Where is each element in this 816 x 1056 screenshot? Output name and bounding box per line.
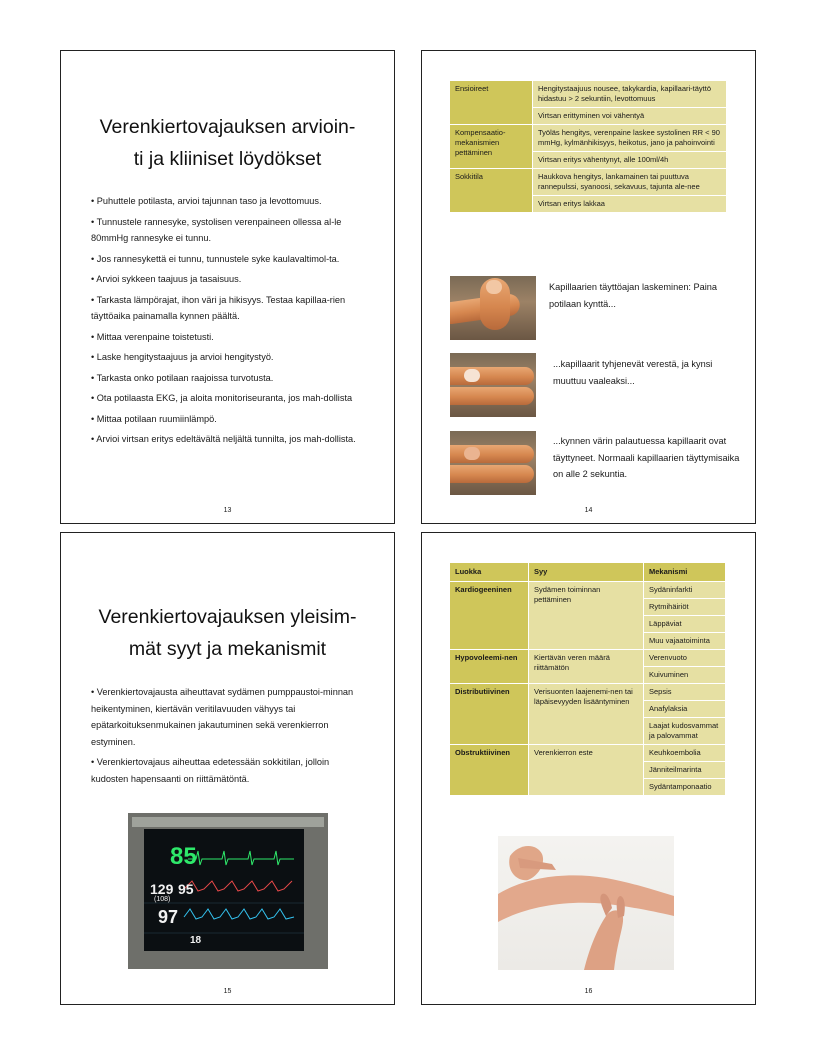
resp-rate-value: 18 bbox=[190, 935, 202, 946]
bullet: • Tarkasta lämpörajat, ihon väri ja hikisyys. Testaa kapillaa-rien täyttöaika painamalla kynnen päältä. bbox=[91, 294, 346, 321]
cause-cell: Verenkierron este bbox=[529, 745, 644, 796]
table-cell: Hengitystaajuus nousee, takykardia, kapillaari-täyttö hidastuu > 2 sekuntiin, levottomuus bbox=[533, 81, 727, 108]
table-cell: Virtsan eritys vähentynyt, alle 100ml/4h bbox=[533, 152, 727, 169]
bp-diastolic-value: 95 bbox=[178, 881, 194, 897]
mechanism-cell: Sepsis bbox=[644, 684, 726, 701]
caption: ...kynnen värin palautuessa kapillaarit ovat täyttyneet. Normaali kapillaarien täyttymisaika on alle 2 sekuntia. bbox=[553, 436, 740, 479]
finger-photo-press bbox=[450, 276, 536, 340]
slide-15 bbox=[60, 532, 395, 1005]
page-number: 14 bbox=[584, 507, 593, 514]
slide-13-bullet-list bbox=[91, 193, 358, 452]
slide-16 bbox=[421, 532, 756, 1005]
slide-13 bbox=[60, 50, 395, 524]
mechanism-cell: Laajat kudosvammat ja palovammat bbox=[644, 718, 726, 745]
patient-monitor-photo bbox=[128, 813, 328, 969]
mechanism-cell: Keuhkoembolia bbox=[644, 745, 726, 762]
class-cell: Kardiogeeninen bbox=[450, 582, 529, 650]
bullet: • Jos rannesykettä ei tunnu, tunnustele syke kaulavaltimol-ta. bbox=[91, 253, 340, 264]
heart-rate-value: 85 bbox=[170, 843, 197, 870]
table-cell-label: Ensioireet bbox=[450, 81, 533, 125]
mechanism-cell: Verenvuoto bbox=[644, 650, 726, 667]
mechanism-cell: Rytmihäiriöt bbox=[644, 599, 726, 616]
mechanism-cell: Jänniteilmarinta bbox=[644, 762, 726, 779]
table-cell: Työläs hengitys, verenpaine laskee systolinen RR < 90 mmHg, kylmänhikisyys, heikotus, jano ja pahoinvointi bbox=[533, 125, 727, 152]
slide-15-title-line2: mät syyt ja mekanismit bbox=[128, 638, 327, 660]
slide-13-title-line1: Verenkiertovajauksen arvioin- bbox=[99, 116, 356, 138]
column-header: Mekanismi bbox=[644, 563, 726, 582]
slide-15-bullet-list bbox=[91, 684, 358, 791]
mechanism-cell: Anafylaksia bbox=[644, 701, 726, 718]
class-cell: Hypovoleemi-nen bbox=[450, 650, 529, 684]
mechanism-cell: Sydäninfarkti bbox=[644, 582, 726, 599]
mechanism-cell: Muu vajaatoiminta bbox=[644, 633, 726, 650]
page-number: 16 bbox=[584, 988, 593, 995]
cause-cell: Kiertävän veren määrä riittämätön bbox=[529, 650, 644, 684]
mechanism-cell: Sydäntamponaatio bbox=[644, 779, 726, 796]
table-row bbox=[450, 125, 727, 152]
slide-14 bbox=[421, 50, 756, 524]
bp-mean-value: (108) bbox=[154, 896, 171, 903]
arm-illustration bbox=[498, 836, 674, 970]
monitor-screen bbox=[144, 829, 304, 951]
cause-cell: Verisuonten laajenemi-nen tai läpäisevyyden lisääntyminen bbox=[529, 684, 644, 745]
finger-photo-pale bbox=[450, 353, 536, 417]
bullet: • Arvioi virtsan eritys edeltävältä neljältä tunnilta, jos mah-dollista. bbox=[91, 434, 356, 444]
table-cell: Virtsan eritys lakkaa bbox=[533, 196, 727, 213]
slide-15-title bbox=[76, 601, 379, 665]
table-row bbox=[450, 745, 726, 762]
column-header: Luokka bbox=[450, 563, 529, 582]
mechanism-cell: Läppäviat bbox=[644, 616, 726, 633]
cause-mechanism-table bbox=[449, 562, 726, 796]
table-row bbox=[450, 81, 727, 108]
table-row bbox=[450, 169, 727, 196]
table-cell: Haukkova hengitys, lankamainen tai puuttuva rannepulssi, syanoosi, sekavuus, tajunta ale-nee bbox=[533, 169, 727, 196]
slide-13-title-line2: ti ja kliiniset löydökset bbox=[133, 148, 322, 170]
caption: ...kapillaarit tyhjenevät verestä, ja kynsi muuttuu vaaleaksi... bbox=[553, 359, 713, 386]
symptom-table bbox=[449, 80, 727, 213]
slide-13-title bbox=[76, 111, 379, 175]
bullet: • Laske hengitystaajuus ja arvioi hengitystyö. bbox=[91, 352, 274, 362]
bullet: • Arvioi sykkeen taajuus ja tasaisuus. bbox=[91, 274, 242, 284]
bullet: • Mittaa verenpaine toistetusti. bbox=[91, 331, 214, 342]
table-cell: Virtsan erittyminen voi vähentyä bbox=[533, 108, 727, 125]
mechanism-cell: Kuivuminen bbox=[644, 667, 726, 684]
cause-cell: Sydämen toiminnan pettäminen bbox=[529, 582, 644, 650]
finger-photo-refill bbox=[450, 431, 536, 495]
bullet: • Verenkiertovajausta aiheuttavat sydämen pumppaustoi-minnan heikentyminen, kiertävän veritilavuuden vähyys tai epätarkoituksenmukainen jakautuminen sekä verenkierron estyminen. bbox=[91, 687, 354, 747]
bullet: • Verenkiertovajaus aiheuttaa edetessään sokkitilan, jolloin kudosten hapensaanti on riittämätöntä. bbox=[91, 757, 330, 784]
bp-systolic-value: 129 bbox=[150, 881, 174, 897]
column-header: Syy bbox=[529, 563, 644, 582]
spo2-value: 97 bbox=[158, 907, 179, 927]
table-row bbox=[450, 582, 726, 599]
table-cell-label: Sokkitila bbox=[450, 169, 533, 213]
radial-pulse-photo bbox=[498, 836, 674, 970]
class-cell: Obstruktiivinen bbox=[450, 745, 529, 796]
bullet: • Ota potilaasta EKG, ja aloita monitoriseuranta, jos mah-dollista bbox=[91, 393, 353, 403]
table-row bbox=[450, 650, 726, 667]
page-number: 15 bbox=[223, 988, 232, 995]
caption: Kapillaarien täyttöajan laskeminen: Paina potilaan kynttä... bbox=[549, 282, 718, 309]
slide-15-title-line1: Verenkiertovajauksen yleisim- bbox=[98, 606, 357, 628]
table-cell-label: Kompensaatio-mekanismien pettäminen bbox=[450, 125, 533, 169]
class-cell: Distributiivinen bbox=[450, 684, 529, 745]
bullet: • Puhuttele potilasta, arvioi tajunnan taso ja levottomuus. bbox=[91, 196, 322, 206]
bullet: • Mittaa potilaan ruumiinlämpö. bbox=[91, 413, 217, 424]
table-row bbox=[450, 684, 726, 701]
table-header-row bbox=[450, 563, 726, 582]
page-number: 13 bbox=[223, 507, 232, 514]
bullet: • Tarkasta onko potilaan raajoissa turvotusta. bbox=[91, 372, 274, 383]
bullet: • Tunnustele rannesyke, systolisen verenpaineen ollessa al-le 80mmHg rannesyke ei tunnu. bbox=[91, 216, 342, 243]
